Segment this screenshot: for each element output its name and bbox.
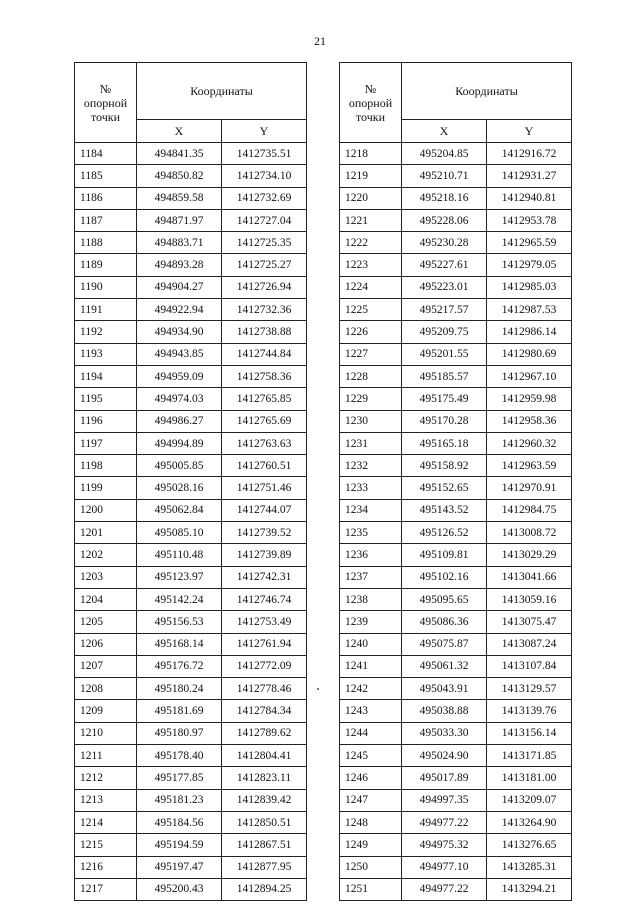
point-number-cell: 1189: [75, 254, 137, 276]
point-number-cell: 1202: [75, 544, 137, 566]
point-number-cell: 1190: [75, 276, 137, 298]
point-number-cell: 1207: [75, 655, 137, 677]
point-number-cell: 1248: [340, 811, 402, 833]
x-coordinate-cell: 495227.61: [402, 254, 487, 276]
point-number-cell: 1199: [75, 477, 137, 499]
y-coordinate-cell: 1413107.84: [487, 655, 572, 677]
x-coordinate-cell: 495143.52: [402, 499, 487, 521]
x-coordinate-cell: 495197.47: [137, 856, 222, 878]
y-coordinate-cell: 1412984.75: [487, 499, 572, 521]
table-row: [340, 522, 572, 544]
y-coordinate-cell: 1413041.66: [487, 566, 572, 588]
table-row: [75, 655, 307, 677]
x-coordinate-cell: 495158.92: [402, 455, 487, 477]
point-number-cell: 1197: [75, 432, 137, 454]
point-number-cell: 1231: [340, 432, 402, 454]
y-coordinate-cell: 1413276.65: [487, 834, 572, 856]
table-row: [340, 499, 572, 521]
y-coordinate-cell: 1412959.98: [487, 388, 572, 410]
table-row: [75, 566, 307, 588]
x-coordinate-cell: 495075.87: [402, 633, 487, 655]
x-coordinate-cell: 494904.27: [137, 276, 222, 298]
table-row: [75, 588, 307, 610]
y-coordinate-cell: 1412725.27: [222, 254, 307, 276]
x-coordinate-cell: 495110.48: [137, 544, 222, 566]
table-row: [75, 700, 307, 722]
point-number-cell: 1220: [340, 187, 402, 209]
point-number-cell: 1219: [340, 165, 402, 187]
y-coordinate-cell: 1413129.57: [487, 678, 572, 700]
point-number-cell: 1217: [75, 878, 137, 900]
table-row: [75, 455, 307, 477]
y-coordinate-cell: 1413294.21: [487, 878, 572, 900]
table-row: [340, 165, 572, 187]
y-coordinate-cell: 1413209.07: [487, 789, 572, 811]
point-number-cell: 1243: [340, 700, 402, 722]
table-row: [75, 834, 307, 856]
y-column-header: Y: [487, 120, 572, 143]
x-coordinate-cell: 495123.97: [137, 566, 222, 588]
point-number-cell: 1209: [75, 700, 137, 722]
table-row: [340, 321, 572, 343]
x-coordinate-cell: 495204.85: [402, 143, 487, 165]
point-number-cell: 1240: [340, 633, 402, 655]
x-coordinate-cell: 495170.28: [402, 410, 487, 432]
point-number-cell: 1200: [75, 499, 137, 521]
y-coordinate-cell: 1412761.94: [222, 633, 307, 655]
point-number-cell: 1205: [75, 611, 137, 633]
x-coordinate-cell: 495165.18: [402, 432, 487, 454]
y-coordinate-cell: 1412850.51: [222, 811, 307, 833]
point-number-cell: 1232: [340, 455, 402, 477]
point-number-cell: 1191: [75, 299, 137, 321]
x-coordinate-cell: 495095.65: [402, 588, 487, 610]
x-coordinate-cell: 495024.90: [402, 745, 487, 767]
x-coordinate-cell: 495152.65: [402, 477, 487, 499]
table-row: [340, 343, 572, 365]
x-coordinate-cell: 494977.22: [402, 811, 487, 833]
x-coordinate-cell: 494994.89: [137, 432, 222, 454]
y-coordinate-cell: 1413285.31: [487, 856, 572, 878]
table-row: [75, 432, 307, 454]
x-coordinate-cell: 495126.52: [402, 522, 487, 544]
point-number-cell: 1225: [340, 299, 402, 321]
x-coordinate-cell: 494959.09: [137, 365, 222, 387]
y-coordinate-cell: 1412789.62: [222, 722, 307, 744]
x-coordinate-cell: 495005.85: [137, 455, 222, 477]
point-number-cell: 1208: [75, 678, 137, 700]
y-coordinate-cell: 1412867.51: [222, 834, 307, 856]
table-row: [75, 811, 307, 833]
point-number-cell: 1234: [340, 499, 402, 521]
point-number-cell: 1206: [75, 633, 137, 655]
y-coordinate-cell: 1412960.32: [487, 432, 572, 454]
table-row: [340, 410, 572, 432]
y-coordinate-cell: 1412778.46: [222, 678, 307, 700]
point-number-cell: 1227: [340, 343, 402, 365]
x-coordinate-cell: 495177.85: [137, 767, 222, 789]
point-number-cell: 1201: [75, 522, 137, 544]
x-coordinate-cell: 495185.57: [402, 365, 487, 387]
x-coordinate-cell: 495038.88: [402, 700, 487, 722]
coordinates-header: Координаты: [137, 63, 307, 120]
table-row: [340, 767, 572, 789]
point-number-cell: 1218: [340, 143, 402, 165]
x-coordinate-cell: 495178.40: [137, 745, 222, 767]
x-coordinate-cell: 495228.06: [402, 209, 487, 231]
x-coordinate-cell: 494977.22: [402, 878, 487, 900]
point-number-header: № опорной точки: [340, 63, 402, 143]
y-coordinate-cell: 1412931.27: [487, 165, 572, 187]
point-number-cell: 1210: [75, 722, 137, 744]
x-coordinate-cell: 495043.91: [402, 678, 487, 700]
table-row: [75, 343, 307, 365]
table-row: [340, 232, 572, 254]
x-coordinate-cell: 495218.16: [402, 187, 487, 209]
x-coordinate-cell: 494986.27: [137, 410, 222, 432]
point-number-cell: 1184: [75, 143, 137, 165]
y-coordinate-cell: 1413075.47: [487, 611, 572, 633]
x-coordinate-cell: 495086.36: [402, 611, 487, 633]
point-number-cell: 1222: [340, 232, 402, 254]
y-coordinate-cell: 1412985.03: [487, 276, 572, 298]
y-coordinate-cell: 1412738.88: [222, 321, 307, 343]
y-column-header: Y: [222, 120, 307, 143]
table-row: [75, 276, 307, 298]
point-number-cell: 1211: [75, 745, 137, 767]
table-row: [340, 789, 572, 811]
table-row: [75, 209, 307, 231]
table-row: [340, 388, 572, 410]
y-coordinate-cell: 1412804.41: [222, 745, 307, 767]
table-row: [340, 566, 572, 588]
x-coordinate-cell: 495210.71: [402, 165, 487, 187]
table-row: [75, 522, 307, 544]
table-row: [340, 878, 572, 900]
point-number-cell: 1244: [340, 722, 402, 744]
x-coordinate-cell: 494974.03: [137, 388, 222, 410]
y-coordinate-cell: 1412751.46: [222, 477, 307, 499]
point-number-cell: 1188: [75, 232, 137, 254]
table-body: [75, 143, 307, 901]
table-row: [75, 321, 307, 343]
table-row: [340, 254, 572, 276]
x-coordinate-cell: 494975.32: [402, 834, 487, 856]
y-coordinate-cell: 1412877.95: [222, 856, 307, 878]
coordinates-table-right: [339, 62, 572, 901]
y-coordinate-cell: 1412894.25: [222, 878, 307, 900]
y-coordinate-cell: 1412725.35: [222, 232, 307, 254]
x-coordinate-cell: 495028.16: [137, 477, 222, 499]
y-coordinate-cell: 1412742.31: [222, 566, 307, 588]
x-coordinate-cell: 495184.56: [137, 811, 222, 833]
table-row: [340, 276, 572, 298]
y-coordinate-cell: 1413029.29: [487, 544, 572, 566]
x-coordinate-cell: 494943.85: [137, 343, 222, 365]
x-coordinate-cell: 494922.94: [137, 299, 222, 321]
x-coordinate-cell: 495181.69: [137, 700, 222, 722]
table-row: [75, 789, 307, 811]
point-number-cell: 1230: [340, 410, 402, 432]
x-coordinate-cell: 494934.90: [137, 321, 222, 343]
table-row: [340, 811, 572, 833]
table-row: [75, 678, 307, 700]
point-number-cell: 1194: [75, 365, 137, 387]
point-number-cell: 1204: [75, 588, 137, 610]
y-coordinate-cell: 1412958.36: [487, 410, 572, 432]
table-row: [75, 722, 307, 744]
table-row: [75, 165, 307, 187]
x-coordinate-cell: 494977.10: [402, 856, 487, 878]
point-number-cell: 1213: [75, 789, 137, 811]
table-row: [75, 499, 307, 521]
point-number-cell: 1246: [340, 767, 402, 789]
y-coordinate-cell: 1412784.34: [222, 700, 307, 722]
x-coordinate-cell: 495194.59: [137, 834, 222, 856]
point-number-cell: 1239: [340, 611, 402, 633]
y-coordinate-cell: 1412772.09: [222, 655, 307, 677]
table-row: [340, 745, 572, 767]
point-number-cell: 1214: [75, 811, 137, 833]
point-number-cell: 1242: [340, 678, 402, 700]
table-row: [340, 655, 572, 677]
point-number-cell: 1216: [75, 856, 137, 878]
y-coordinate-cell: 1413264.90: [487, 811, 572, 833]
scan-speck: [317, 688, 319, 690]
y-coordinate-cell: 1413008.72: [487, 522, 572, 544]
x-coordinate-cell: 495142.24: [137, 588, 222, 610]
table-row: [340, 633, 572, 655]
y-coordinate-cell: 1412980.69: [487, 343, 572, 365]
point-number-cell: 1186: [75, 187, 137, 209]
x-coordinate-cell: 495180.24: [137, 678, 222, 700]
table-row: [340, 365, 572, 387]
x-coordinate-cell: 495209.75: [402, 321, 487, 343]
table-row: [75, 143, 307, 165]
table-row: [340, 588, 572, 610]
point-number-cell: 1226: [340, 321, 402, 343]
y-coordinate-cell: 1412726.94: [222, 276, 307, 298]
y-coordinate-cell: 1412758.36: [222, 365, 307, 387]
point-number-cell: 1196: [75, 410, 137, 432]
y-coordinate-cell: 1413087.24: [487, 633, 572, 655]
point-number-cell: 1235: [340, 522, 402, 544]
table-row: [340, 544, 572, 566]
x-coordinate-cell: 495062.84: [137, 499, 222, 521]
point-number-cell: 1221: [340, 209, 402, 231]
table-row: [340, 611, 572, 633]
y-coordinate-cell: 1412823.11: [222, 767, 307, 789]
table-row: [75, 254, 307, 276]
table-row: [340, 834, 572, 856]
table-row: [75, 767, 307, 789]
x-coordinate-cell: 495201.55: [402, 343, 487, 365]
point-number-cell: 1223: [340, 254, 402, 276]
table-row: [75, 299, 307, 321]
table-row: [340, 477, 572, 499]
y-coordinate-cell: 1412744.84: [222, 343, 307, 365]
table-row: [75, 611, 307, 633]
y-coordinate-cell: 1412732.69: [222, 187, 307, 209]
point-number-cell: 1185: [75, 165, 137, 187]
y-coordinate-cell: 1412987.53: [487, 299, 572, 321]
x-column-header: X: [137, 120, 222, 143]
y-coordinate-cell: 1412963.59: [487, 455, 572, 477]
y-coordinate-cell: 1412744.07: [222, 499, 307, 521]
y-coordinate-cell: 1413156.14: [487, 722, 572, 744]
y-coordinate-cell: 1412940.81: [487, 187, 572, 209]
y-coordinate-cell: 1412763.63: [222, 432, 307, 454]
x-coordinate-cell: 495017.89: [402, 767, 487, 789]
y-coordinate-cell: 1412734.10: [222, 165, 307, 187]
y-coordinate-cell: 1412765.85: [222, 388, 307, 410]
y-coordinate-cell: 1412967.10: [487, 365, 572, 387]
table-row: [75, 388, 307, 410]
x-coordinate-cell: 495230.28: [402, 232, 487, 254]
coordinates-table-left: [74, 62, 307, 901]
point-number-cell: 1247: [340, 789, 402, 811]
table-row: [75, 878, 307, 900]
y-coordinate-cell: 1413059.16: [487, 588, 572, 610]
y-coordinate-cell: 1413181.00: [487, 767, 572, 789]
point-number-cell: 1187: [75, 209, 137, 231]
table-row: [340, 432, 572, 454]
table-row: [75, 365, 307, 387]
table-row: [340, 678, 572, 700]
y-coordinate-cell: 1412753.49: [222, 611, 307, 633]
x-coordinate-cell: 494893.28: [137, 254, 222, 276]
y-coordinate-cell: 1412735.51: [222, 143, 307, 165]
point-number-cell: 1193: [75, 343, 137, 365]
table-row: [340, 299, 572, 321]
y-coordinate-cell: 1412965.59: [487, 232, 572, 254]
y-coordinate-cell: 1413171.85: [487, 745, 572, 767]
point-number-cell: 1212: [75, 767, 137, 789]
y-coordinate-cell: 1412986.14: [487, 321, 572, 343]
point-number-cell: 1249: [340, 834, 402, 856]
y-coordinate-cell: 1413139.76: [487, 700, 572, 722]
point-number-cell: 1195: [75, 388, 137, 410]
x-coordinate-cell: 495168.14: [137, 633, 222, 655]
x-coordinate-cell: 495102.16: [402, 566, 487, 588]
x-coordinate-cell: 495217.57: [402, 299, 487, 321]
point-number-cell: 1241: [340, 655, 402, 677]
point-number-cell: 1238: [340, 588, 402, 610]
x-coordinate-cell: 495176.72: [137, 655, 222, 677]
y-coordinate-cell: 1412839.42: [222, 789, 307, 811]
point-number-cell: 1198: [75, 455, 137, 477]
x-coordinate-cell: 495109.81: [402, 544, 487, 566]
y-coordinate-cell: 1412760.51: [222, 455, 307, 477]
point-number-cell: 1233: [340, 477, 402, 499]
table-row: [75, 187, 307, 209]
y-coordinate-cell: 1412739.89: [222, 544, 307, 566]
y-coordinate-cell: 1412746.74: [222, 588, 307, 610]
table-row: [340, 700, 572, 722]
point-number-cell: 1237: [340, 566, 402, 588]
x-coordinate-cell: 495033.30: [402, 722, 487, 744]
x-coordinate-cell: 494883.71: [137, 232, 222, 254]
table-row: [340, 143, 572, 165]
coordinates-header: Координаты: [402, 63, 572, 120]
table-row: [75, 232, 307, 254]
x-column-header: X: [402, 120, 487, 143]
point-number-cell: 1236: [340, 544, 402, 566]
point-number-cell: 1250: [340, 856, 402, 878]
y-coordinate-cell: 1412916.72: [487, 143, 572, 165]
point-number-cell: 1224: [340, 276, 402, 298]
point-number-cell: 1203: [75, 566, 137, 588]
point-number-cell: 1228: [340, 365, 402, 387]
point-number-cell: 1251: [340, 878, 402, 900]
y-coordinate-cell: 1412739.52: [222, 522, 307, 544]
x-coordinate-cell: 494871.97: [137, 209, 222, 231]
y-coordinate-cell: 1412970.91: [487, 477, 572, 499]
x-coordinate-cell: 495175.49: [402, 388, 487, 410]
x-coordinate-cell: 495181.23: [137, 789, 222, 811]
x-coordinate-cell: 494859.58: [137, 187, 222, 209]
table-row: [340, 856, 572, 878]
x-coordinate-cell: 495085.10: [137, 522, 222, 544]
x-coordinate-cell: 495156.53: [137, 611, 222, 633]
point-number-cell: 1245: [340, 745, 402, 767]
x-coordinate-cell: 494997.35: [402, 789, 487, 811]
x-coordinate-cell: 495061.32: [402, 655, 487, 677]
table-row: [75, 477, 307, 499]
table-row: [75, 856, 307, 878]
y-coordinate-cell: 1412732.36: [222, 299, 307, 321]
y-coordinate-cell: 1412953.78: [487, 209, 572, 231]
point-number-cell: 1192: [75, 321, 137, 343]
x-coordinate-cell: 494850.82: [137, 165, 222, 187]
table-row: [75, 410, 307, 432]
x-coordinate-cell: 494841.35: [137, 143, 222, 165]
point-number-cell: 1215: [75, 834, 137, 856]
point-number-header: № опорной точки: [75, 63, 137, 143]
table-row: [340, 187, 572, 209]
y-coordinate-cell: 1412979.05: [487, 254, 572, 276]
y-coordinate-cell: 1412727.04: [222, 209, 307, 231]
table-row: [340, 209, 572, 231]
y-coordinate-cell: 1412765.69: [222, 410, 307, 432]
table-body: [340, 143, 572, 901]
page-number: 21: [314, 34, 326, 48]
x-coordinate-cell: 495223.01: [402, 276, 487, 298]
table-row: [75, 544, 307, 566]
table-row: [75, 745, 307, 767]
table-row: [340, 722, 572, 744]
x-coordinate-cell: 495180.97: [137, 722, 222, 744]
x-coordinate-cell: 495200.43: [137, 878, 222, 900]
table-row: [340, 455, 572, 477]
table-row: [75, 633, 307, 655]
point-number-cell: 1229: [340, 388, 402, 410]
